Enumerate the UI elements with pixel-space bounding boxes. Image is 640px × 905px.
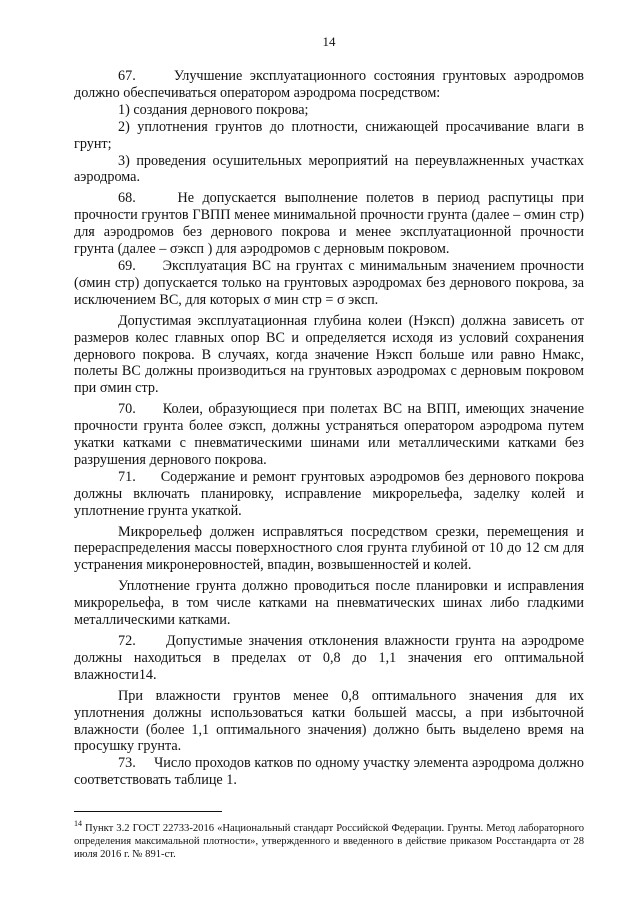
- body-text: [74, 68, 584, 789]
- paragraph-67-item-1: 1) создания дернового покрова;: [118, 101, 309, 118]
- paragraph-67-item-2: 2) уплотнения грунтов до плотности, снижающей просачивание влаги в грунт;: [74, 118, 584, 152]
- footnote-marker: 14: [74, 819, 82, 829]
- paragraph-67: 67. Улучшение эксплуатационного состояния грунтовых аэродромов должно обеспечиваться оператором аэродрома посредством:: [74, 68, 584, 101]
- paragraph-73: 73. Число проходов катков по одному участку элемента аэродрома должно соответствовать таблице 1.: [74, 755, 584, 789]
- paragraph-69: 69. Эксплуатация ВС на грунтах с минимальным значением прочности (σмин стр) допускается только на грунтовых аэродромах без дернового покрова, за исключением ВС, для которых σ мин стр = σ эксп.: [74, 257, 584, 308]
- paragraph-67-item-3: 3) проведения осушительных мероприятий на переувлажненных участках аэродрома.: [74, 152, 584, 186]
- paragraph-72: 72. Допустимые значения отклонения влажности грунта на аэродроме должны находиться в пределах от 0,8 до 1,1 значения его оптимальной влажности14.: [74, 633, 584, 683]
- footnote-14: [74, 819, 584, 861]
- page-number: 14: [322, 34, 336, 49]
- paragraph-68: 68. Не допускается выполнение полетов в период распутицы при прочности грунтов ГВПП менее минимальной прочности грунта (далее – σмин стр) для аэродромов без дернового покрова и менее эксплуатационной прочности грунта (далее – σэксп ) для аэродромов с дерновым покровом.: [74, 190, 584, 258]
- paragraph-71-compaction: Уплотнение грунта должно проводиться после планировки и исправления микрорельефа, в том числе катками на пневматических шинах либо гладкими металлическими катками.: [74, 578, 584, 629]
- footnote-text: Пункт 3.2 ГОСТ 22733-2016 «Национальный стандарт Российской Федерации. Грунты. Метод лабораторного определения максимальной плотности», утвержденного и введенного в действие приказом Росстандарта от 28 июля 2016 г. № 891-ст.: [74, 823, 584, 860]
- paragraph-69-rut-depth: Допустимая эксплуатационная глубина колеи (Hэксп) должна зависеть от размеров колес главных опор ВС и определяется исходя из условий сохранения дернового покрова. В случаях, когда значение Hэксп больше или равно Hмакс, полеты ВС должны производиться на грунтовых аэродромах с дерновым покровом при σмин стр.: [74, 312, 584, 397]
- paragraph-71-microrelief: Микрорельеф должен исправляться посредством срезки, перемещения и перераспределения массы поверхностного слоя грунта глубиной от 10 до 12 см для устранения микронеровностей, впадин, возвышенностей и колей.: [74, 523, 584, 574]
- paragraph-70: 70. Колеи, образующиеся при полетах ВС на ВПП, имеющих значение прочности грунта более σэксп, должны устраняться оператором аэродрома путем укатки катками с пневматическими шинами или металлическими катками без разрушения дернового покрова.: [74, 401, 584, 468]
- paragraph-72-moisture: При влажности грунтов менее 0,8 оптимального значения для их уплотнения должны использоваться катки большей массы, а при избыточной влажности (более 1,1 оптимального значения) должно быть выделено время на просушку грунта.: [74, 687, 584, 755]
- footnote-divider: [74, 811, 222, 812]
- paragraph-71: 71. Содержание и ремонт грунтовых аэродромов без дернового покрова должны включать планировку, исправление микрорельефа, заделку колей и уплотнение грунта укаткой.: [74, 468, 584, 519]
